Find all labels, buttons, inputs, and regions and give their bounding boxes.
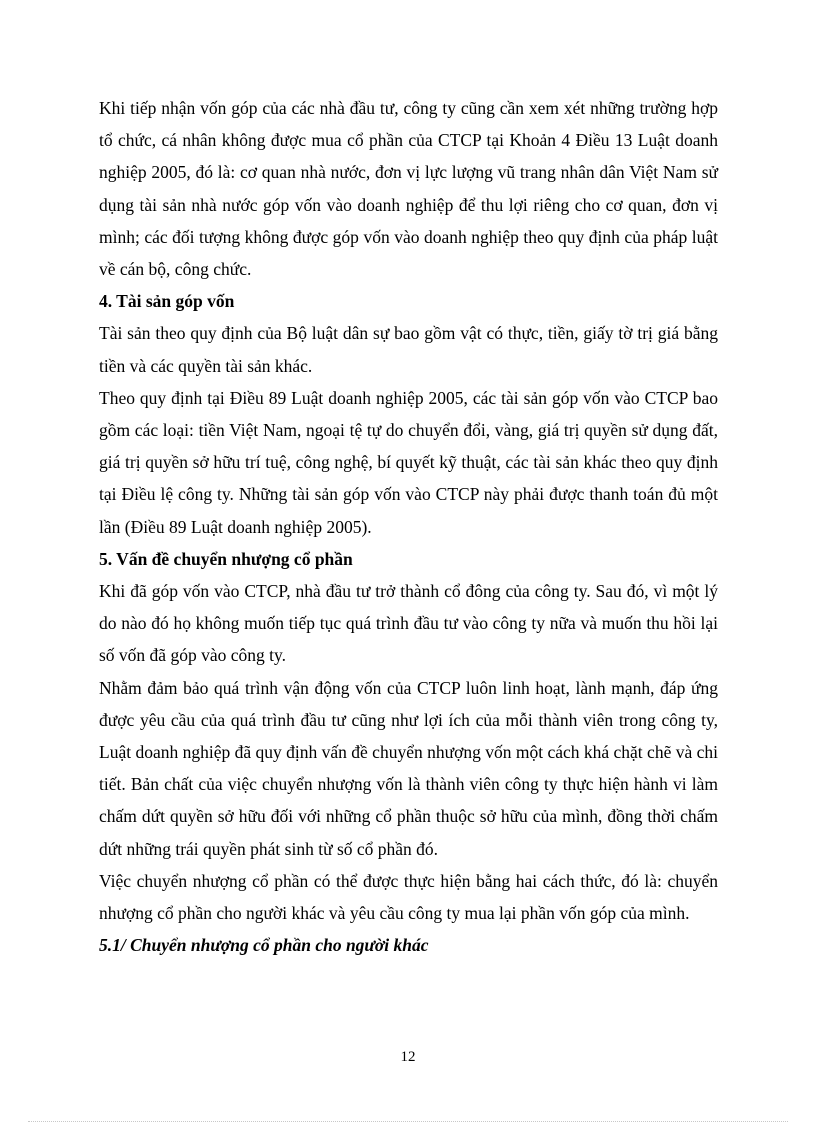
subsection-heading-5-1: 5.1/ Chuyển nhượng cổ phần cho người khác bbox=[99, 935, 429, 956]
footer-dotted-rule bbox=[28, 1121, 788, 1122]
paragraph-asset-definition: Tài sản theo quy định của Bộ luật dân sự bao gồm vật có thực, tiền, giấy tờ trị giá bằng tiền và các quyền tài sản khác. bbox=[99, 323, 718, 376]
section-heading-4: 4. Tài sản góp vốn bbox=[99, 291, 235, 312]
paragraph-shareholder-status: Khi đã góp vốn vào CTCP, nhà đầu tư trở thành cổ đông của công ty. Sau đó, vì một lý do nào đó họ không muốn tiếp tục quá trình đầu tư vào công ty nữa và muốn thu hồi lại số vốn đã góp vào công ty. bbox=[99, 581, 718, 666]
paragraph-contribution-restrictions: Khi tiếp nhận vốn góp của các nhà đầu tư, công ty cũng cần xem xét những trường hợp tổ chức, cá nhân không được mua cổ phần của CTCP tại Khoản 4 Điều 13 Luật doanh nghiệp 2005, đó là: cơ quan nhà nước, đơn vị lực lượng vũ trang nhân dân Việt Nam sử dụng tài sản nhà nước góp vốn vào doanh nghiệp để thu lợi riêng cho cơ quan, đơn vị mình; các đối tượng không được góp vốn vào doanh nghiệp theo quy định của pháp luật về cán bộ, công chức. bbox=[99, 98, 718, 280]
paragraph-transfer-methods: Việc chuyển nhượng cổ phần có thể được thực hiện bằng hai cách thức, đó là: chuyển nhượng cổ phần cho người khác và yêu cầu công ty mua lại phần vốn góp của mình. bbox=[99, 870, 718, 924]
page-number: 12 bbox=[400, 1049, 416, 1065]
page-body bbox=[99, 92, 718, 961]
section-heading-5: 5. Vấn đề chuyển nhượng cổ phần bbox=[99, 548, 353, 569]
paragraph-asset-types: Theo quy định tại Điều 89 Luật doanh nghiệp 2005, các tài sản góp vốn vào CTCP bao gồm các loại: tiền Việt Nam, ngoại tệ tự do chuyển đổi, vàng, giá trị quyền sử dụng đất, giá trị quyền sở hữu trí tuệ, công nghệ, bí quyết kỹ thuật, các tài sản khác theo quy định tại Điều lệ công ty. Những tài sản góp vốn vào CTCP này phải được thanh toán đủ một lần (Điều 89 Luật doanh nghiệp 2005). bbox=[99, 387, 718, 537]
paragraph-transfer-nature: Nhằm đảm bảo quá trình vận động vốn của CTCP luôn linh hoạt, lành mạnh, đáp ứng được yêu cầu của quá trình đầu tư cũng như lợi ích của mỗi thành viên trong công ty, Luật doanh nghiệp đã quy định vấn đề chuyển nhượng vốn một cách khá chặt chẽ và chi tiết. Bản chất của việc chuyển nhượng vốn là thành viên công ty thực hiện hành vi làm chấm dứt quyền sở hữu đối với những cổ phần thuộc sở hữu của mình, đồng thời chấm dứt những trái quyền phát sinh từ số cổ phần đó. bbox=[99, 677, 718, 859]
